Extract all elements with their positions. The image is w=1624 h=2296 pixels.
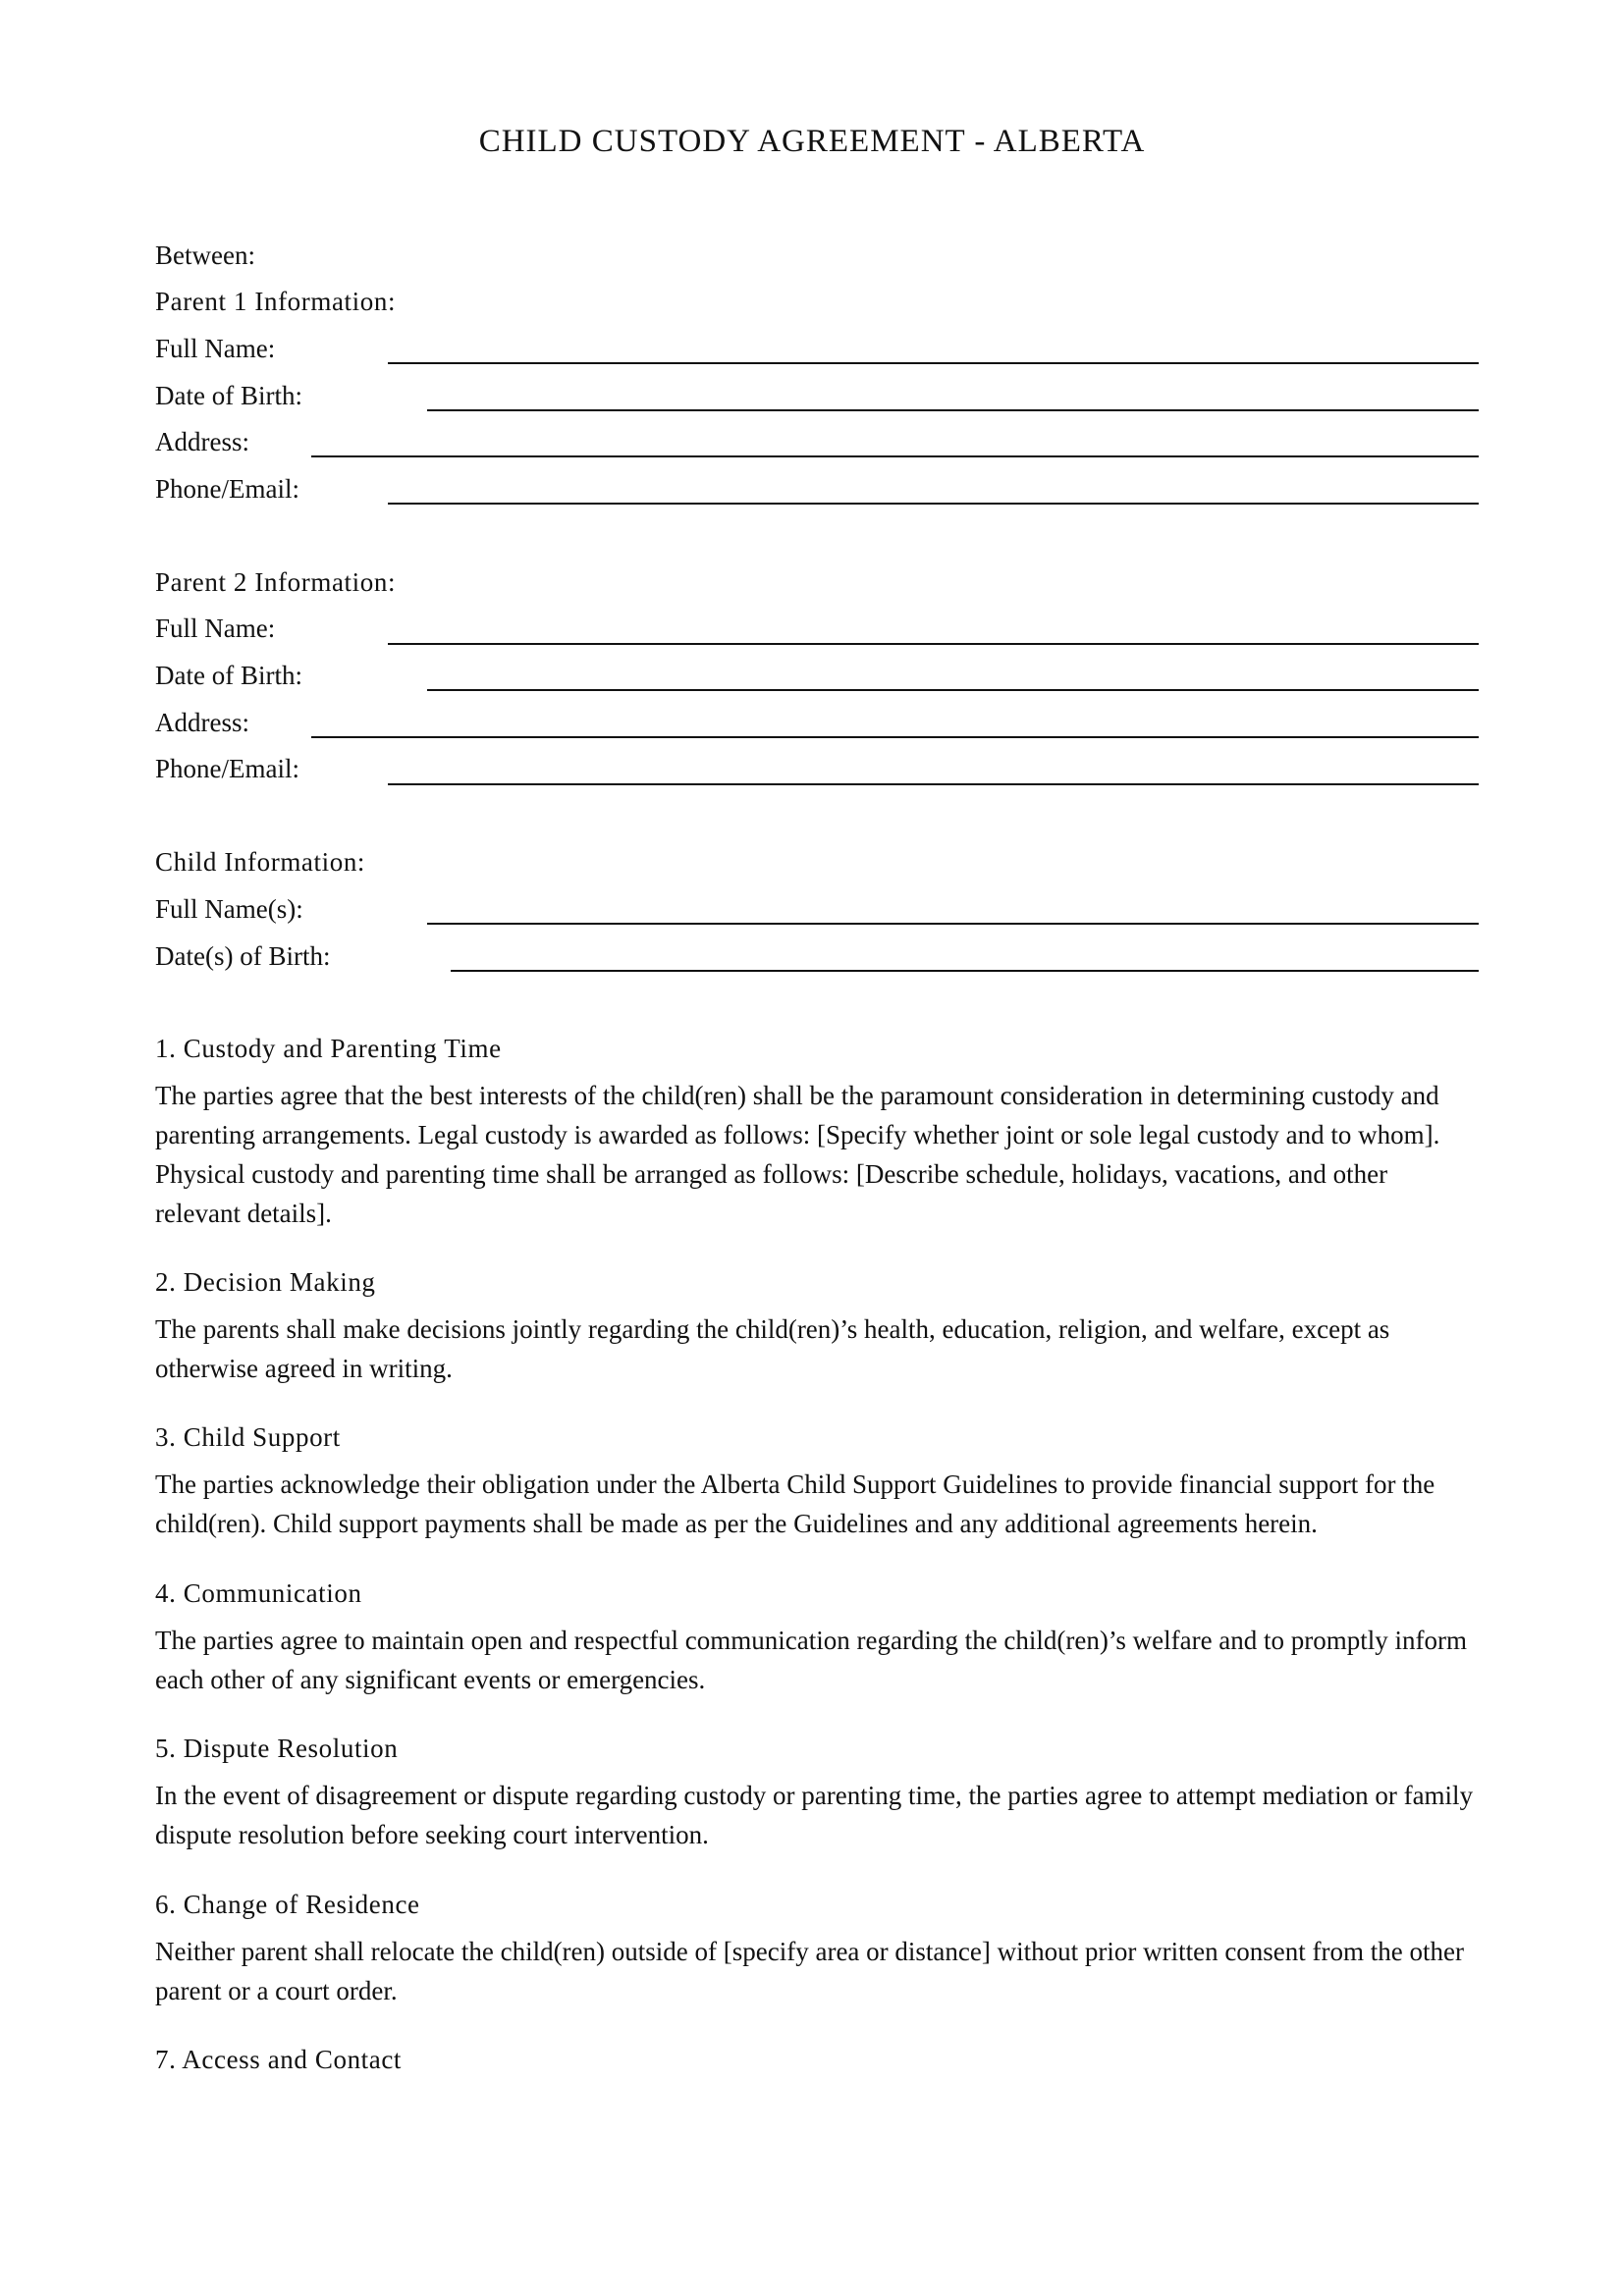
parent1-contact-field[interactable]: [388, 503, 1479, 505]
section-heading: 4. Communication: [155, 1578, 362, 1608]
section-heading: 5. Dispute Resolution: [155, 1734, 399, 1763]
parent2-full-name-label: Full Name:: [155, 614, 276, 643]
parent2-contact-field[interactable]: [388, 783, 1479, 785]
section-paragraph: The parents shall make decisions jointly regarding the child(ren)’s health, education, religion, and welfare, except as otherwise agreed in writing.: [155, 1314, 1390, 1383]
parent1-dob-field[interactable]: [427, 409, 1479, 411]
section-heading: 6. Change of Residence: [155, 1890, 420, 1919]
child-dobs-label: Date(s) of Birth:: [155, 941, 331, 971]
parent2-address-label: Address:: [155, 708, 249, 737]
section-heading: 2. Decision Making: [155, 1267, 376, 1297]
parent2-address-field[interactable]: [311, 736, 1479, 738]
parent1-full-name-field[interactable]: [388, 362, 1479, 364]
parent1-heading: Parent 1 Information:: [155, 287, 397, 316]
parent2-heading: Parent 2 Information:: [155, 567, 397, 597]
section-paragraph: The parties agree to maintain open and respectful communication regarding the child(ren)’s welfare and to promptly inform each other of any significant events or emergencies.: [155, 1626, 1468, 1694]
between-label: Between:: [155, 240, 255, 270]
section-heading: 7. Access and Contact: [155, 2045, 403, 2074]
section-heading: 1. Custody and Parenting Time: [155, 1034, 502, 1063]
section-heading: 3. Child Support: [155, 1422, 341, 1452]
child-heading: Child Information:: [155, 847, 366, 877]
parent2-dob-label: Date of Birth:: [155, 661, 302, 690]
document-title: CHILD CUSTODY AGREEMENT - ALBERTA: [478, 124, 1146, 159]
parent1-dob-label: Date of Birth:: [155, 381, 302, 410]
parent2-contact-label: Phone/Email:: [155, 754, 299, 783]
parent2-full-name-field[interactable]: [388, 643, 1479, 645]
child-dobs-field[interactable]: [451, 970, 1479, 972]
section-paragraph: The parties acknowledge their obligation under the Alberta Child Support Guidelines to provide financial support for the child(ren). Child support payments shall be made as per the Guidelines and any additional agreements herein.: [155, 1469, 1435, 1538]
child-full-names-label: Full Name(s):: [155, 894, 303, 924]
parent2-dob-field[interactable]: [427, 689, 1479, 691]
parent1-contact-label: Phone/Email:: [155, 474, 299, 504]
parent1-full-name-label: Full Name:: [155, 334, 276, 363]
section-paragraph: The parties agree that the best interests of the child(ren) shall be the paramount consideration in determining custody and parenting arrangements. Legal custody is awarded as follows: [Specify whether joint or sole legal custody and to whom]. Physical custody and parenting time shall be arranged as follows: [Describe schedule, holidays, vacations, and other relevant details].: [155, 1081, 1440, 1228]
child-full-names-field[interactable]: [427, 923, 1479, 925]
parent1-address-label: Address:: [155, 427, 249, 456]
section-paragraph: In the event of disagreement or dispute regarding custody or parenting time, the parties agree to attempt mediation or family dispute resolution before seeking court intervention.: [155, 1781, 1474, 1849]
section-paragraph: Neither parent shall relocate the child(ren) outside of [specify area or distance] without prior written consent from the other parent or a court order.: [155, 1937, 1464, 2005]
parent1-address-field[interactable]: [311, 455, 1479, 457]
